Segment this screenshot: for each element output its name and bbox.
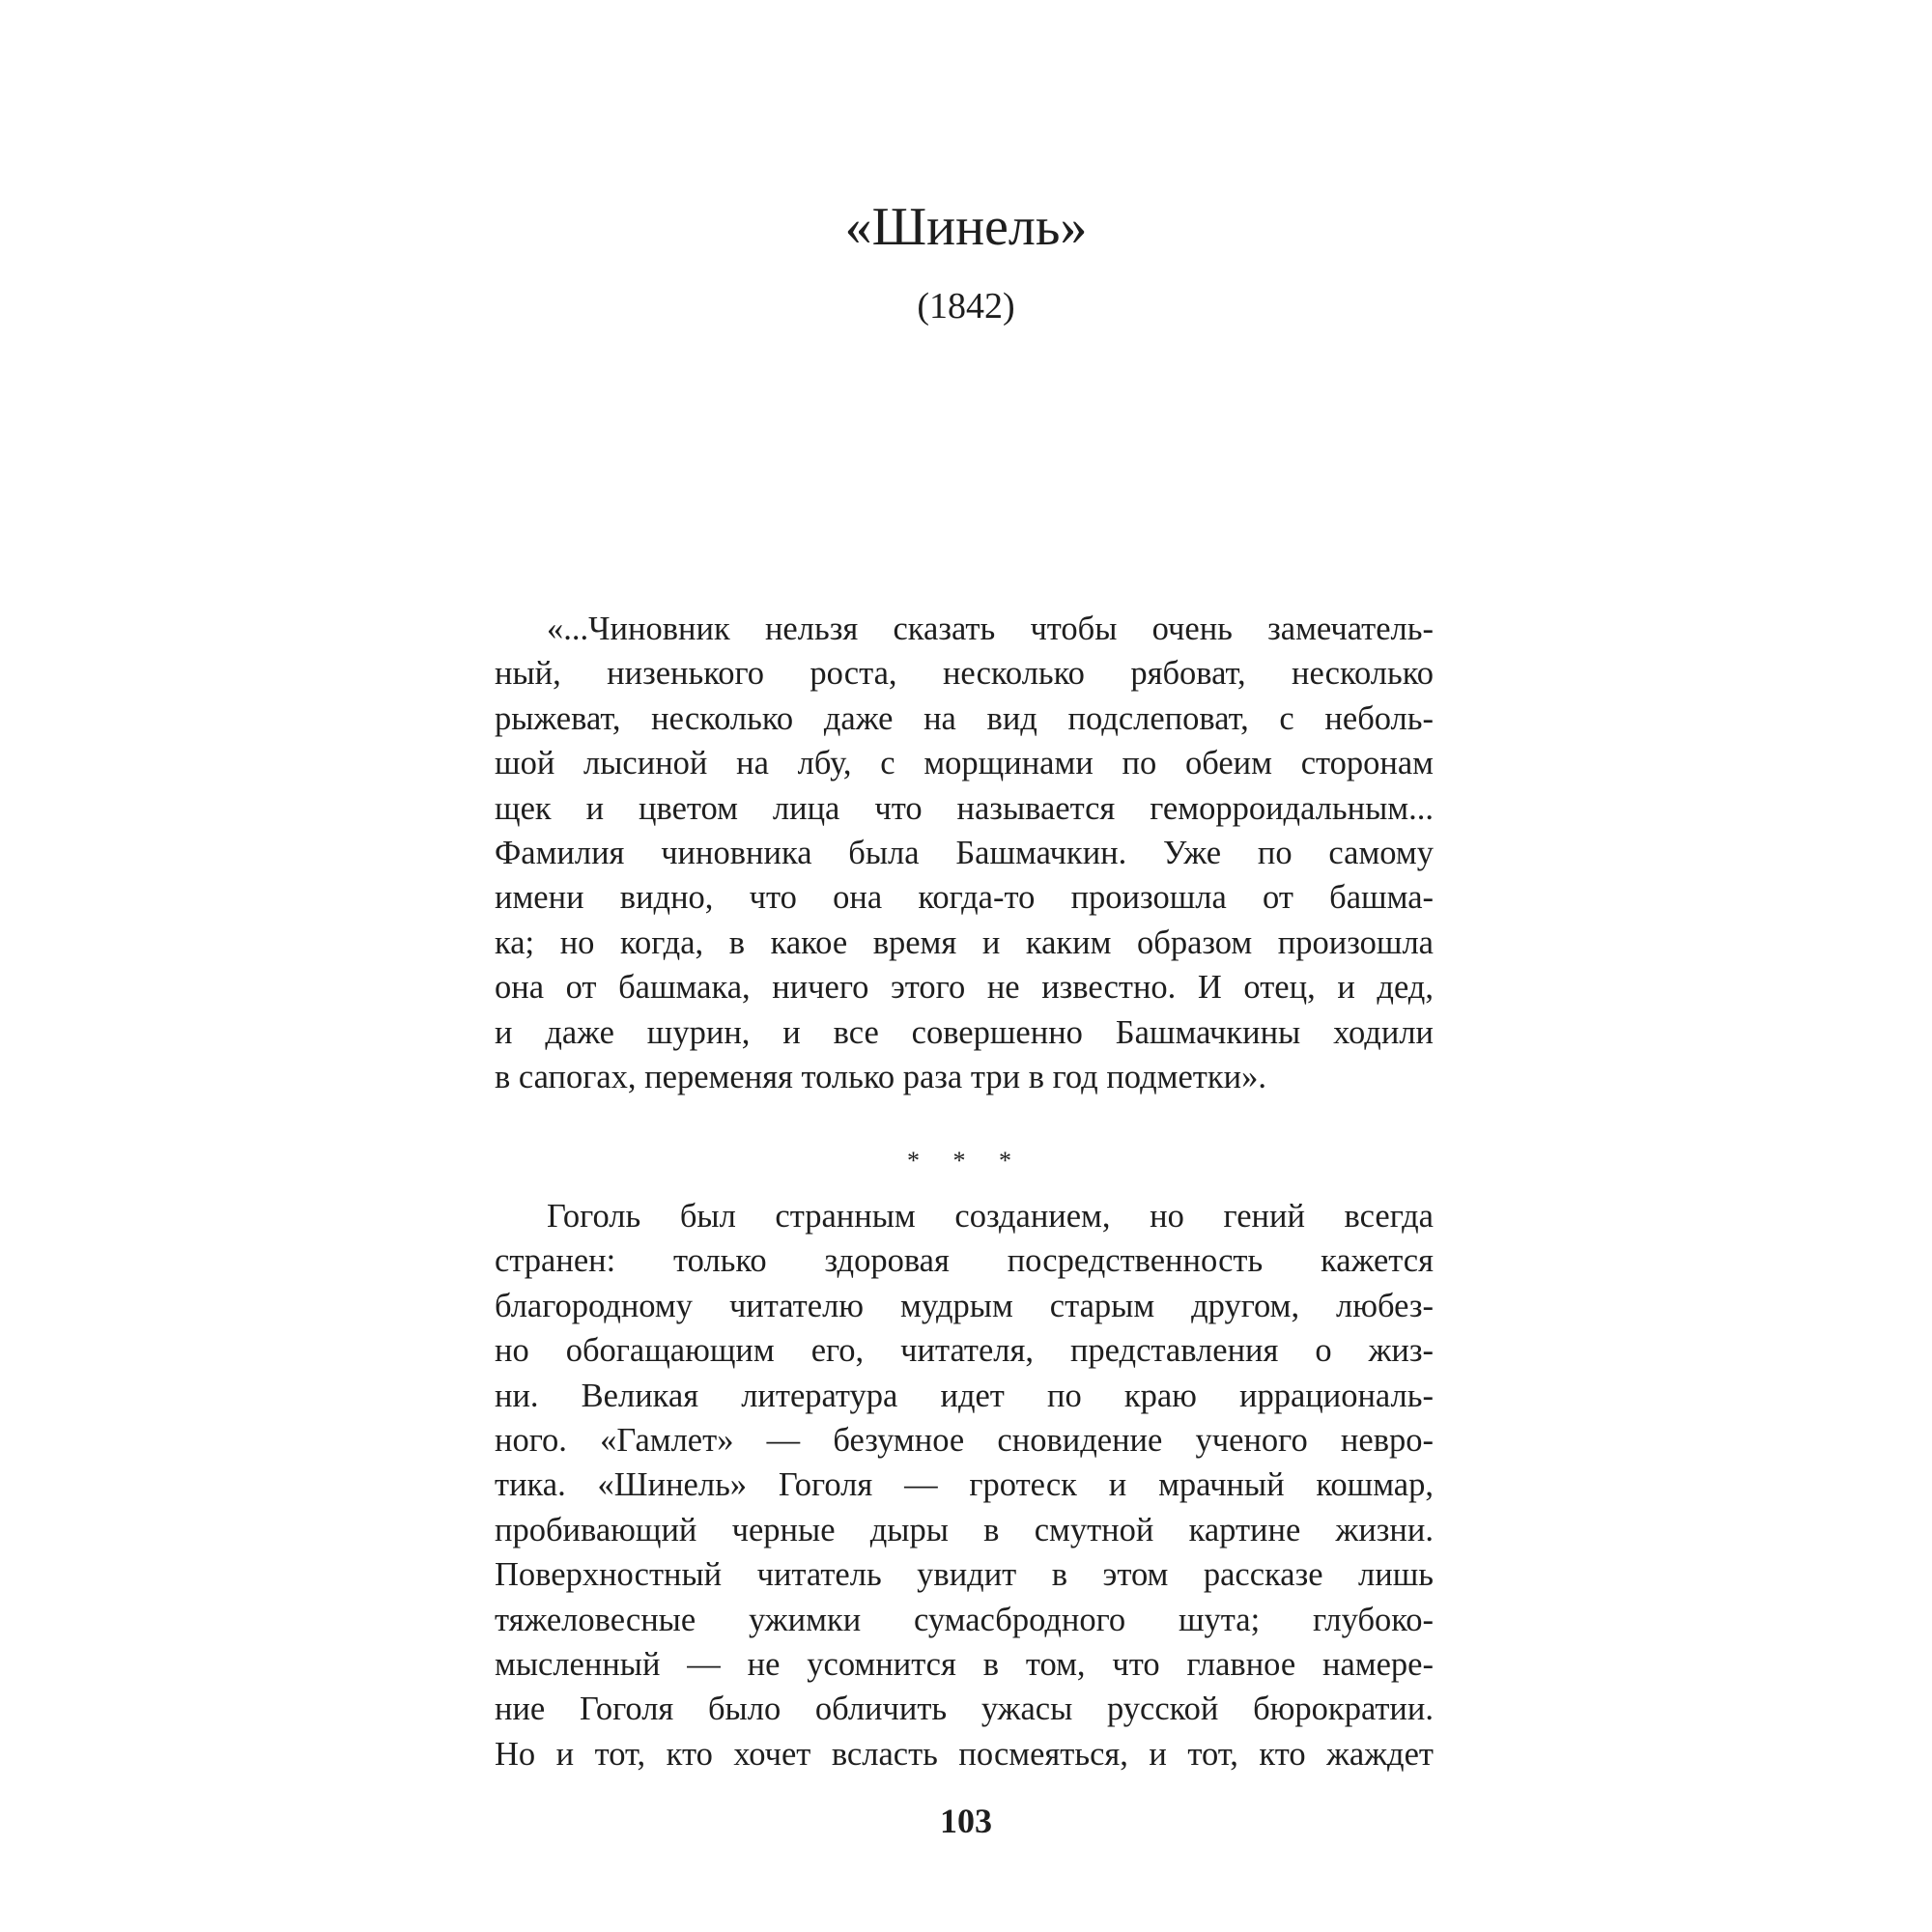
text-line: странен: только здоровая посредственность кажется	[495, 1242, 1434, 1280]
section-separator: * * *	[907, 1147, 1025, 1175]
text-line: пробивающий черные дыры в смутной картине жизни.	[495, 1511, 1434, 1548]
text-line: мысленный — не усомнится в том, что главное намере-	[495, 1645, 1434, 1683]
text-line: шой лысиной на лбу, с морщинами по обеим сторонам	[495, 745, 1434, 782]
page-number: 103	[940, 1802, 992, 1840]
text-line: «...Чиновник нельзя сказать чтобы очень замечатель-	[547, 611, 1434, 647]
text-line: Поверхностный читатель увидит в этом рассказе лишь	[495, 1556, 1434, 1594]
text-line: ние Гоголя было обличить ужасы русской бюрократии.	[495, 1690, 1434, 1728]
text-line: тяжеловесные ужимки сумасбродного шута; глубоко-	[495, 1601, 1434, 1638]
chapter-title: «Шинель»	[844, 197, 1088, 257]
text-line: ни. Великая литература идет по краю иррациональ-	[495, 1377, 1434, 1414]
text-line: ный, низенького роста, несколько рябоват, несколько	[495, 655, 1434, 693]
text-line: Но и тот, кто хочет всласть посмеяться, и тот, кто жаждет	[495, 1735, 1434, 1773]
text-line: тика. «Шинель» Гоголя — гротеск и мрачный кошмар,	[495, 1466, 1434, 1504]
text-line: ного. «Гамлет» — безумное сновидение ученого невро-	[495, 1421, 1434, 1459]
quote-paragraph	[495, 607, 1434, 1099]
text-line: ка; но когда, в какое время и каким образом произошла	[495, 923, 1434, 961]
text-line: благородному читателю мудрым старым другом, любез-	[495, 1287, 1434, 1324]
text-line: Гоголь был странным созданием, но гений всегда	[547, 1198, 1434, 1235]
essay-paragraph	[495, 1194, 1434, 1776]
text-line: она от башмака, ничего этого не известно. И отец, и дед,	[495, 969, 1434, 1007]
text-line: в сапогах, переменяя только раза три в год подметки».	[495, 1058, 1266, 1095]
text-line: но обогащающим его, читателя, представления о жиз-	[495, 1332, 1434, 1370]
text-line: рыжеват, несколько даже на вид подслеповат, с неболь-	[495, 699, 1434, 737]
chapter-year: (1842)	[917, 286, 1015, 327]
text-line: и даже шурин, и все совершенно Башмачкины ходили	[495, 1013, 1434, 1051]
text-line: щек и цветом лица что называется геморроидальным...	[495, 789, 1434, 827]
text-line: Фамилия чиновника была Башмачкин. Уже по самому	[495, 834, 1434, 871]
text-line: имени видно, что она когда-то произошла от башма-	[495, 879, 1434, 917]
